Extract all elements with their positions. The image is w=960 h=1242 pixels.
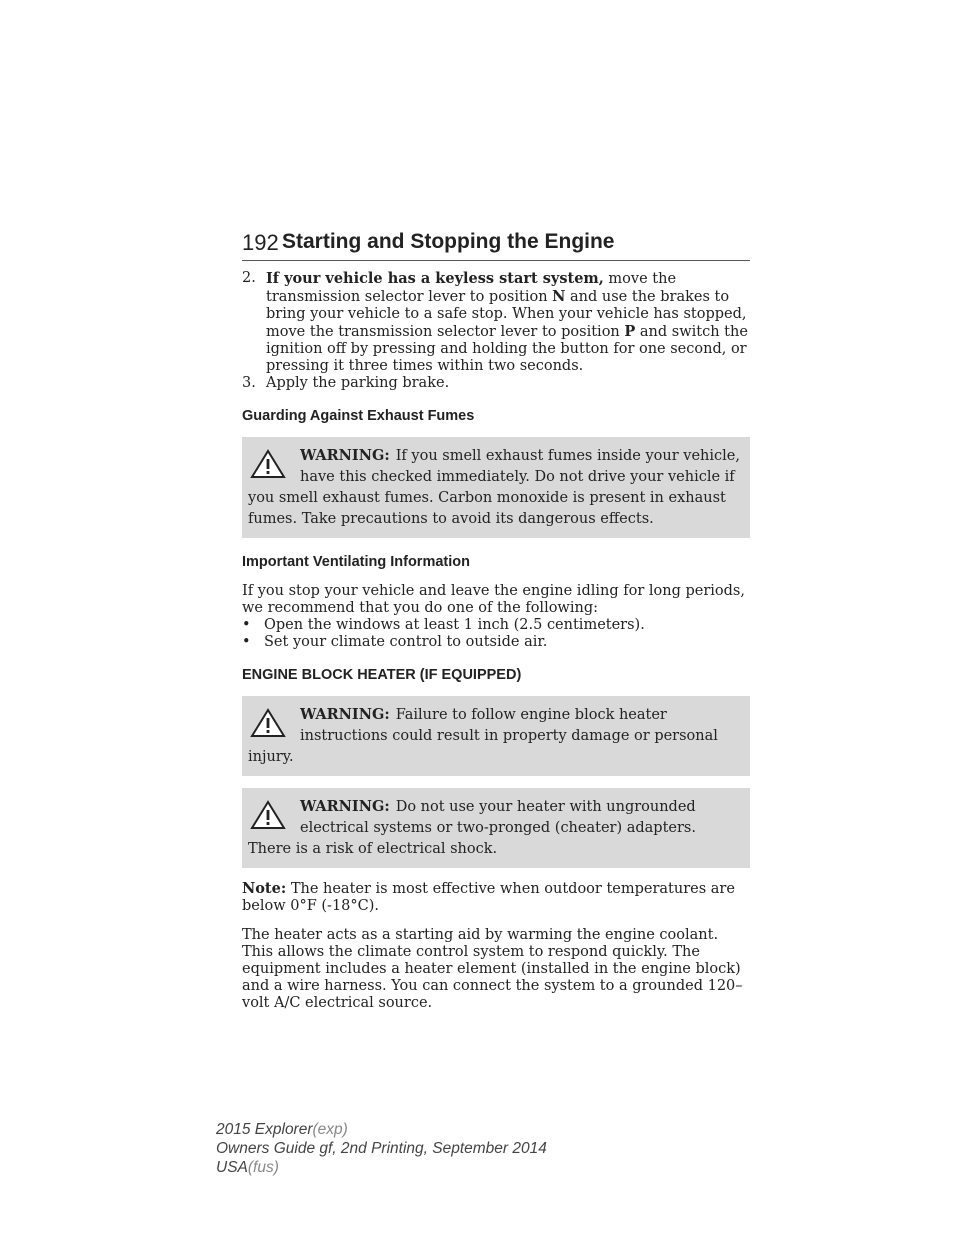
heading-block-heater: ENGINE BLOCK HEATER (IF EQUIPPED) [242,667,522,683]
bullet-icon: • [242,634,251,650]
step-lead: If your vehicle has a keyless start system, [266,270,604,287]
warning-text: Failure to follow engine block heater instructions could result in property damage or personal injury. [248,707,718,765]
warning-box [242,788,750,868]
step-number: 2. [242,270,256,286]
vent-intro: If you stop your vehicle and leave the engine idling for long periods, we recommend that you do one of the following: [242,583,745,616]
footer-line-1: 2015 Explorer(exp) [216,1121,348,1138]
warning-text: Do not use your heater with ungrounded electrical systems or two-pronged (cheater) adapters. There is a risk of electrical shock. [248,799,696,857]
warning-box [242,437,750,538]
section-title: Starting and Stopping the Engine [282,230,615,253]
page-header [242,230,750,261]
footer-line-3: USA(fus) [216,1159,279,1176]
warning-triangle-icon [250,708,286,738]
page-footer [216,1120,547,1177]
warning-label: WARNING: [300,706,390,723]
step-number: 3. [242,375,256,391]
list-item: • Open the windows at least 1 inch (2.5 centimeters). [242,617,645,633]
heater-paragraph: The heater acts as a starting aid by warming the engine coolant. This allows the climate control system to respond quickly. The equipment includes a heater element (installed in the engine block) and a wire harness. You can connect the system to a grounded 120–volt A/C electrical source. [242,927,743,1011]
note-label: Note: [242,880,287,897]
step-3 [242,375,750,392]
page-content [242,270,750,1024]
heading-exhaust: Guarding Against Exhaust Fumes [242,408,475,424]
warning-label: WARNING: [300,798,390,815]
warning-triangle-icon [250,449,286,479]
bullet-icon: • [242,617,251,633]
footer-line-2: Owners Guide gf, 2nd Printing, September 2014 [216,1140,547,1157]
warning-triangle-icon [250,800,286,830]
note-text: The heater is most effective when outdoor temperatures are below 0°F (-18°C). [242,881,735,914]
step-text: Apply the parking brake. [266,375,450,391]
heading-ventilating: Important Ventilating Information [242,554,470,570]
warning-text: If you smell exhaust fumes inside your vehicle, have this checked immediately. Do not drive your vehicle if you smell exhaust fumes. Carbon monoxide is present in exhaust fumes. Take precautions to avoid its dangerous effects. [248,448,740,527]
warning-label: WARNING: [300,447,390,464]
gear-position-n: N [552,288,566,305]
page-number: 192 [242,230,279,255]
note [242,880,750,915]
step-2: 2. If your vehicle has a keyless start system, move the transmission selector lever to position N and use the brakes to bring your vehicle to a safe stop. When your vehicle has stopped, move the transmission selector lever to position P and switch the ignition off by pressing and holding the button for one second, or pressing it three times within two seconds. [242,270,748,374]
warning-box [242,696,750,776]
gear-position-p: P [624,323,636,340]
list-item: • Set your climate control to outside air. [242,634,548,650]
